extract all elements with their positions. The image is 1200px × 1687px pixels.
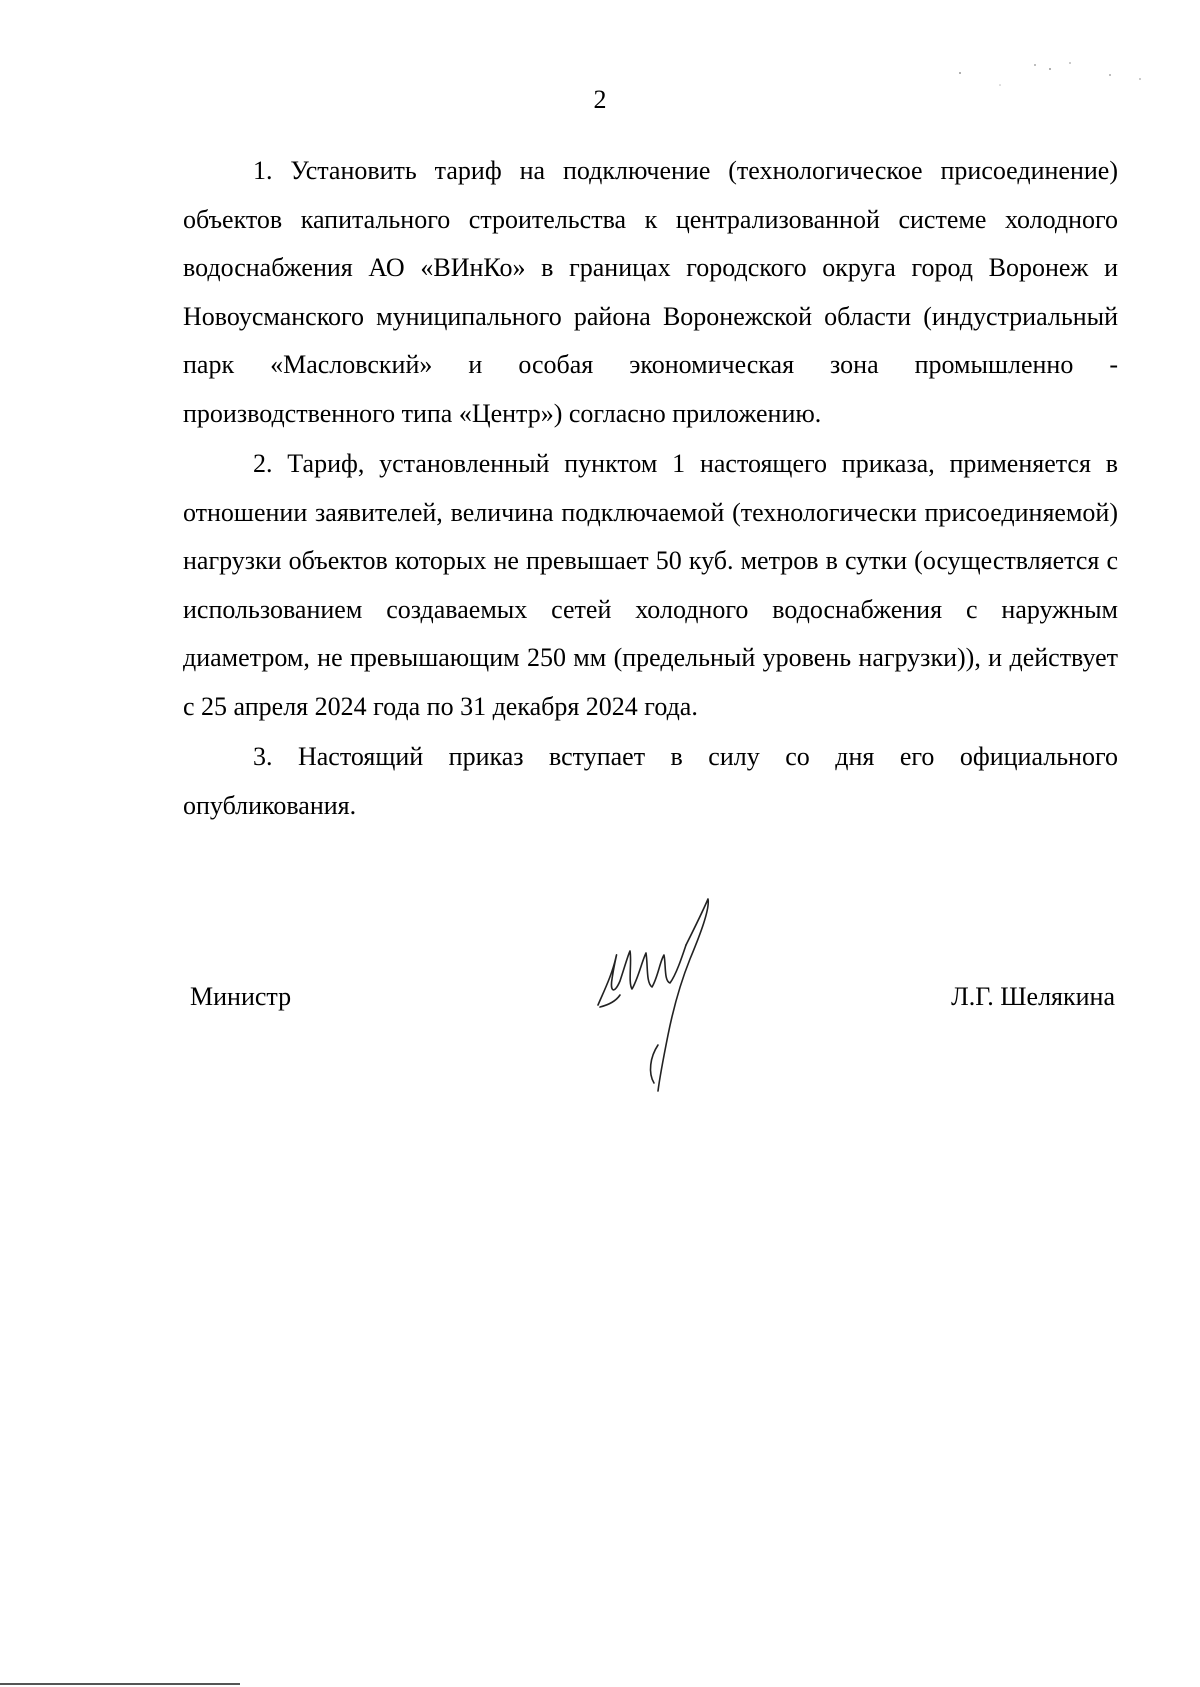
signer-title: Министр (190, 982, 292, 1011)
handwritten-signature (590, 895, 750, 1095)
page-number: 2 (593, 85, 607, 114)
document-body (183, 147, 1118, 832)
paragraph-2: 2. Тариф, установленный пунктом 1 настоящего приказа, применяется в отношении заявителей, величина подключаемой (технологически присоединяемой) нагрузки объектов которых не превышает 50 куб. метров в сутки (осуществляется с использованием создаваемых сетей холодного водоснабжения с наружным диаметром, не превышающим 250 мм (предельный уровень нагрузки)), и действует с 25 апреля 2024 года по 31 декабря 2024 года. (183, 449, 1118, 721)
signer-name: Л.Г. Шелякина (951, 982, 1115, 1011)
bottom-rule (0, 1683, 240, 1685)
paragraph-1: 1. Установить тариф на подключение (технологическое присоединение) объектов капитального строительства к централизованной системе холодного водоснабжения АО «ВИнКо» в границах городского округа город Воронеж и Новоусманского муниципального района Воронежской области (индустриальный парк «Масловский» и особая экономическая зона промышленно - производственного типа «Центр») согласно приложению. (183, 156, 1118, 428)
paragraph-3: 3. Настоящий приказ вступает в силу со дня его официального опубликования. (183, 742, 1118, 820)
